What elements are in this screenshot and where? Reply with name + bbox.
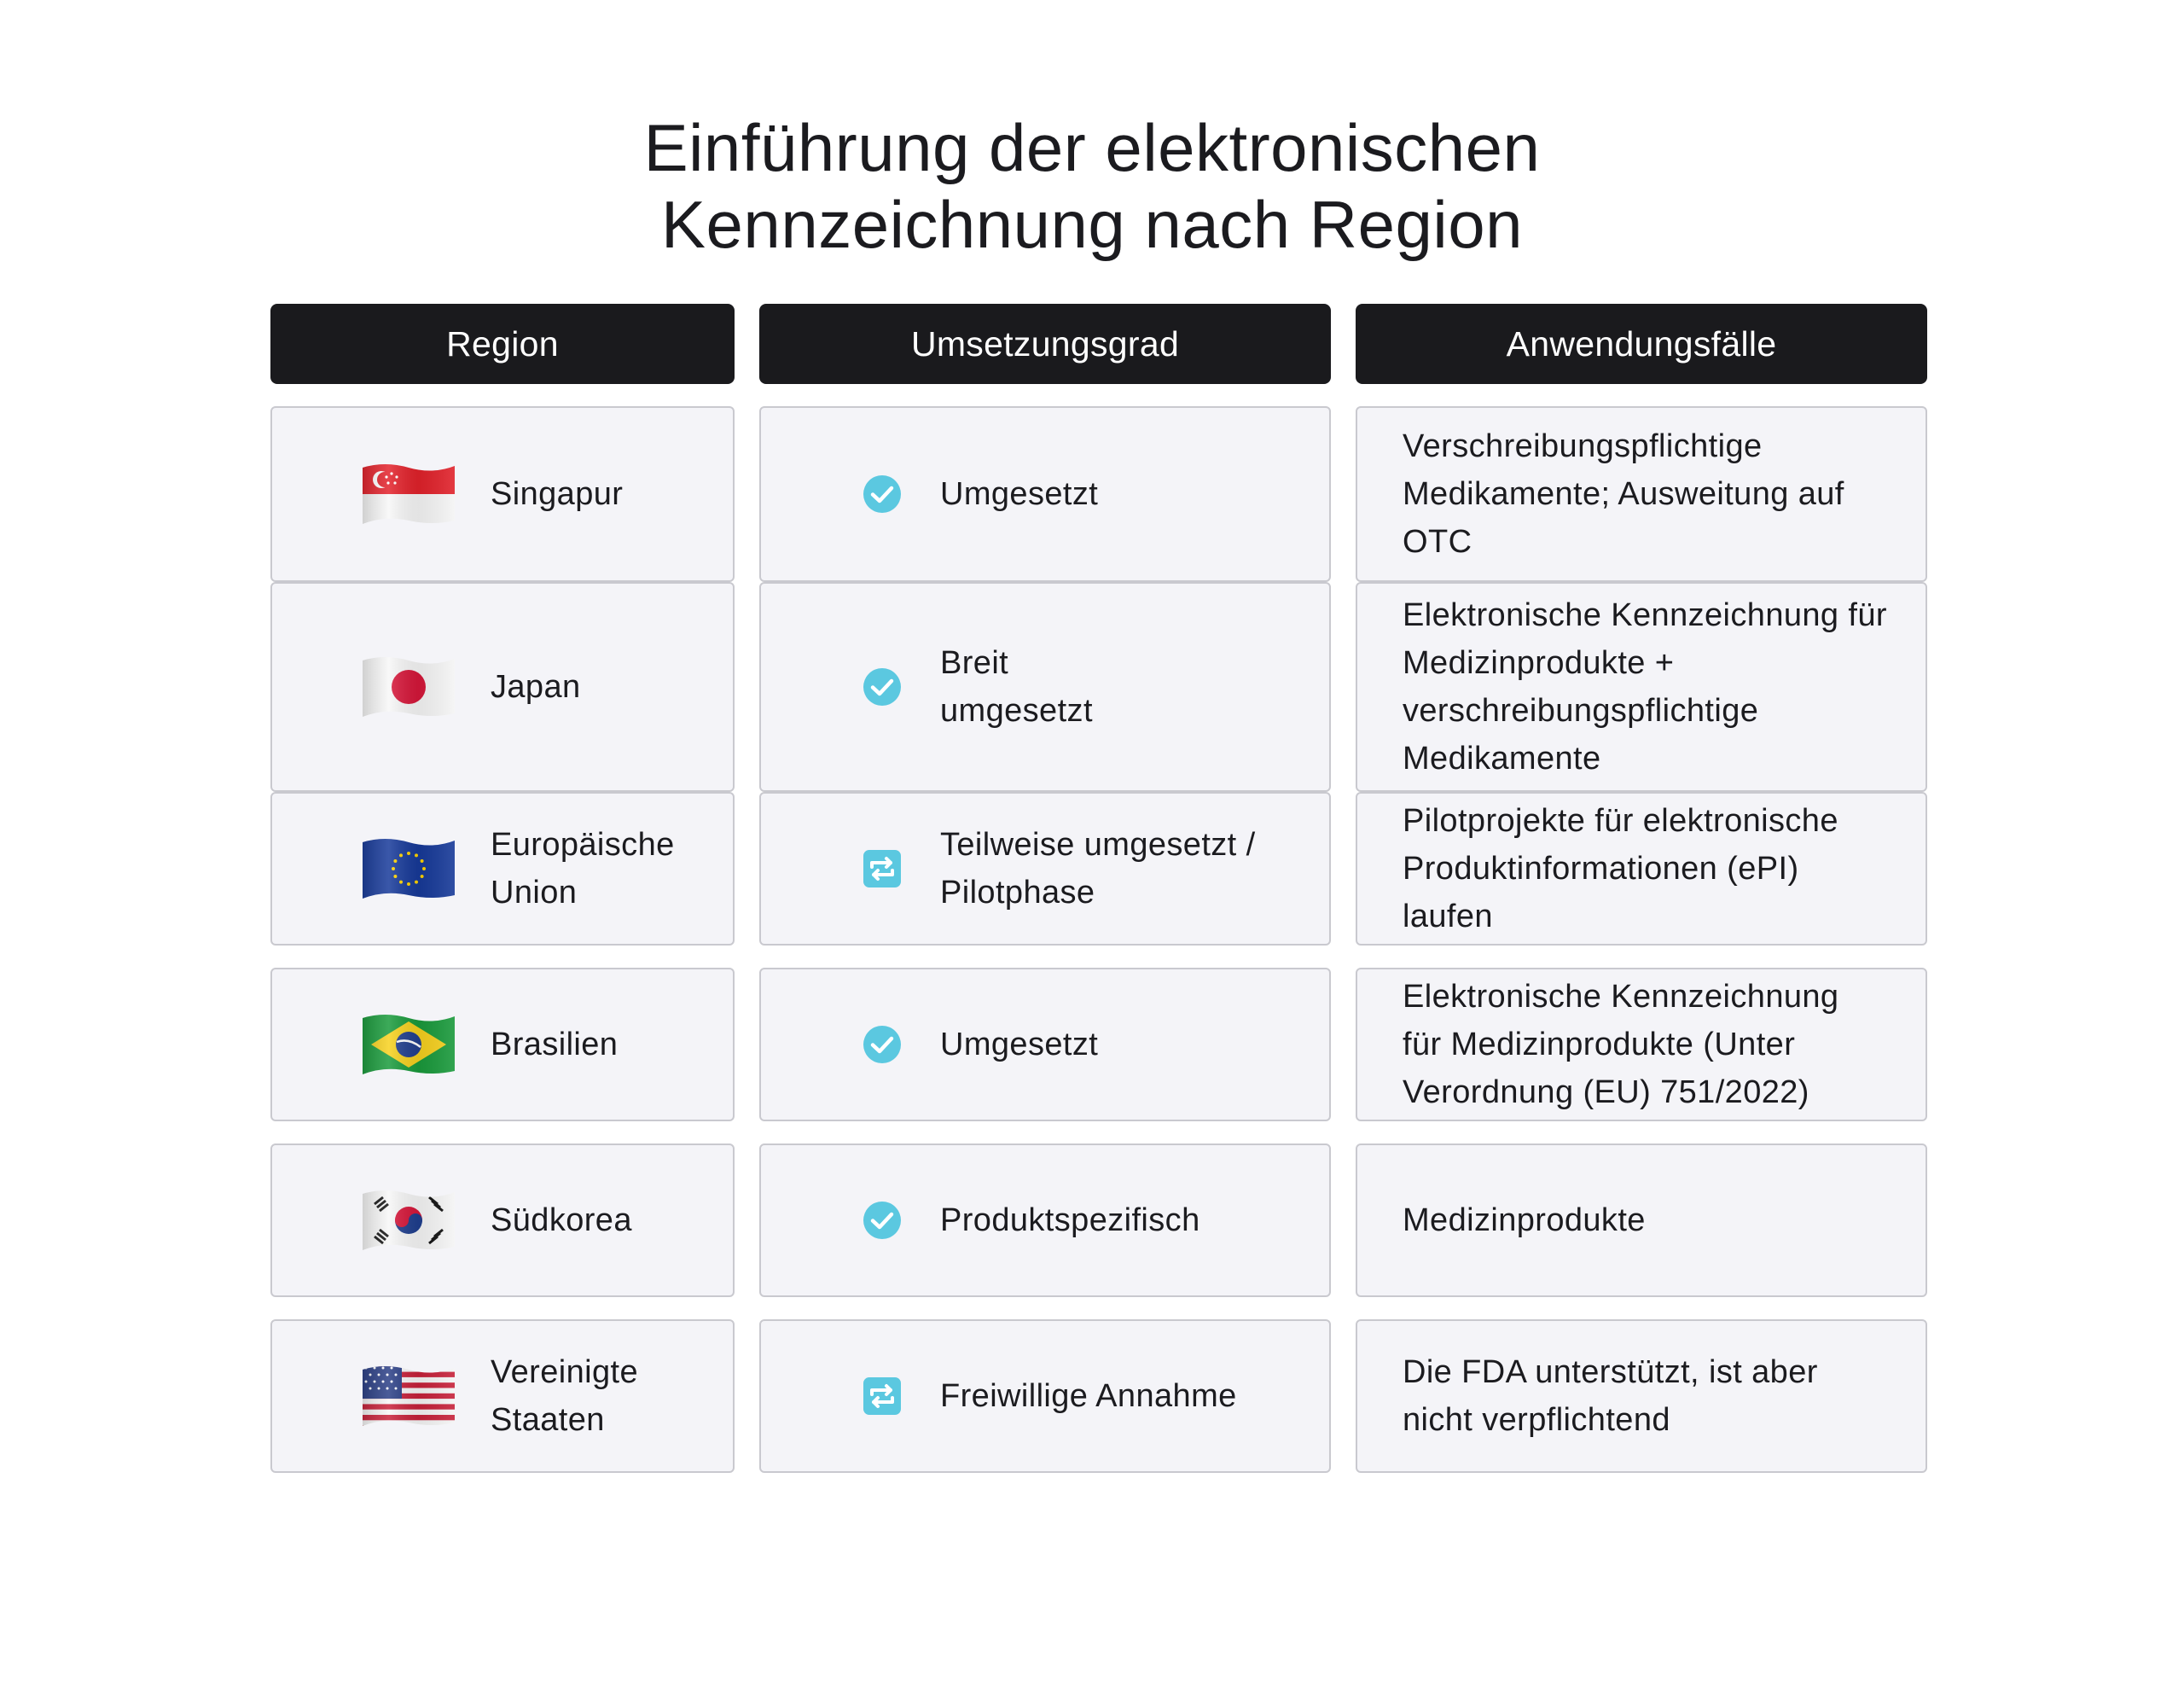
region-name: Europäische Union xyxy=(491,827,675,911)
region-cell-brazil xyxy=(270,968,735,1121)
region-name: Japan xyxy=(491,669,581,705)
region-name: Südkorea xyxy=(491,1202,632,1238)
uses-text: Die FDA unterstützt, ist aber nicht verpflichtend xyxy=(1403,1354,1818,1438)
repeat-icon xyxy=(862,848,903,889)
region-cell-singapore xyxy=(270,406,735,582)
region-name: Brasilien xyxy=(491,1027,619,1062)
check-circle-icon xyxy=(862,666,903,707)
status-text: Freiwillige Annahme xyxy=(940,1378,1237,1414)
status-text: Produktspezifisch xyxy=(940,1202,1200,1238)
check-circle-icon xyxy=(862,1024,903,1065)
uses-text: Elektronische Kennzeichnung für Medizinprodukte + verschreibungspflichtige Medikamente xyxy=(1403,597,1887,777)
uses-text: Verschreibungspflichtige Medikamente; Ausweitung auf OTC xyxy=(1403,428,1844,560)
status-cell-japan xyxy=(759,582,1331,792)
status-cell-usa xyxy=(759,1319,1331,1473)
status-text: Umgesetzt xyxy=(940,476,1099,512)
region-cell-usa xyxy=(270,1319,735,1473)
region-name: Vereinigte Staaten xyxy=(491,1354,639,1438)
uses-cell-eu xyxy=(1356,792,1927,946)
uses-cell-south-korea xyxy=(1356,1143,1927,1297)
adoption-table xyxy=(270,304,1926,1473)
status-text: Teilweise umgesetzt / Pilotphase xyxy=(940,827,1256,911)
title-line-1: Einführung der elektronischen xyxy=(643,110,1541,185)
status-text: Breit umgesetzt xyxy=(940,645,1093,729)
japan-flag-icon xyxy=(359,652,458,722)
repeat-icon xyxy=(862,1376,903,1417)
header-region: Region xyxy=(270,304,735,384)
usa-flag-icon xyxy=(359,1361,458,1431)
status-cell-brazil xyxy=(759,968,1331,1121)
eu-flag-icon xyxy=(359,834,458,904)
check-circle-icon xyxy=(862,474,903,515)
uses-cell-brazil xyxy=(1356,968,1927,1121)
uses-cell-japan xyxy=(1356,582,1927,792)
region-cell-japan xyxy=(270,582,735,792)
status-cell-south-korea xyxy=(759,1143,1331,1297)
status-text: Umgesetzt xyxy=(940,1027,1099,1062)
brazil-flag-icon xyxy=(359,1010,458,1079)
page-title xyxy=(0,109,2184,263)
uses-text: Pilotprojekte für elektronische Produktinformationen (ePI) laufen xyxy=(1403,803,1838,934)
region-cell-eu xyxy=(270,792,735,946)
uses-text: Medizinprodukte xyxy=(1403,1202,1646,1238)
singapore-flag-icon xyxy=(359,459,458,529)
uses-text: Elektronische Kennzeichnung für Medizinprodukte (Unter Verordnung (EU) 751/2022) xyxy=(1403,979,1839,1110)
region-cell-south-korea xyxy=(270,1143,735,1297)
region-name: Singapur xyxy=(491,476,624,512)
uses-cell-usa xyxy=(1356,1319,1927,1473)
uses-cell-singapore xyxy=(1356,406,1927,582)
south-korea-flag-icon xyxy=(359,1185,458,1255)
header-uses: Anwendungsfälle xyxy=(1356,304,1927,384)
header-status: Umsetzungsgrad xyxy=(759,304,1331,384)
check-circle-icon xyxy=(862,1200,903,1241)
status-cell-eu xyxy=(759,792,1331,946)
title-line-2: Kennzeichnung nach Region xyxy=(661,187,1523,262)
status-cell-singapore xyxy=(759,406,1331,582)
